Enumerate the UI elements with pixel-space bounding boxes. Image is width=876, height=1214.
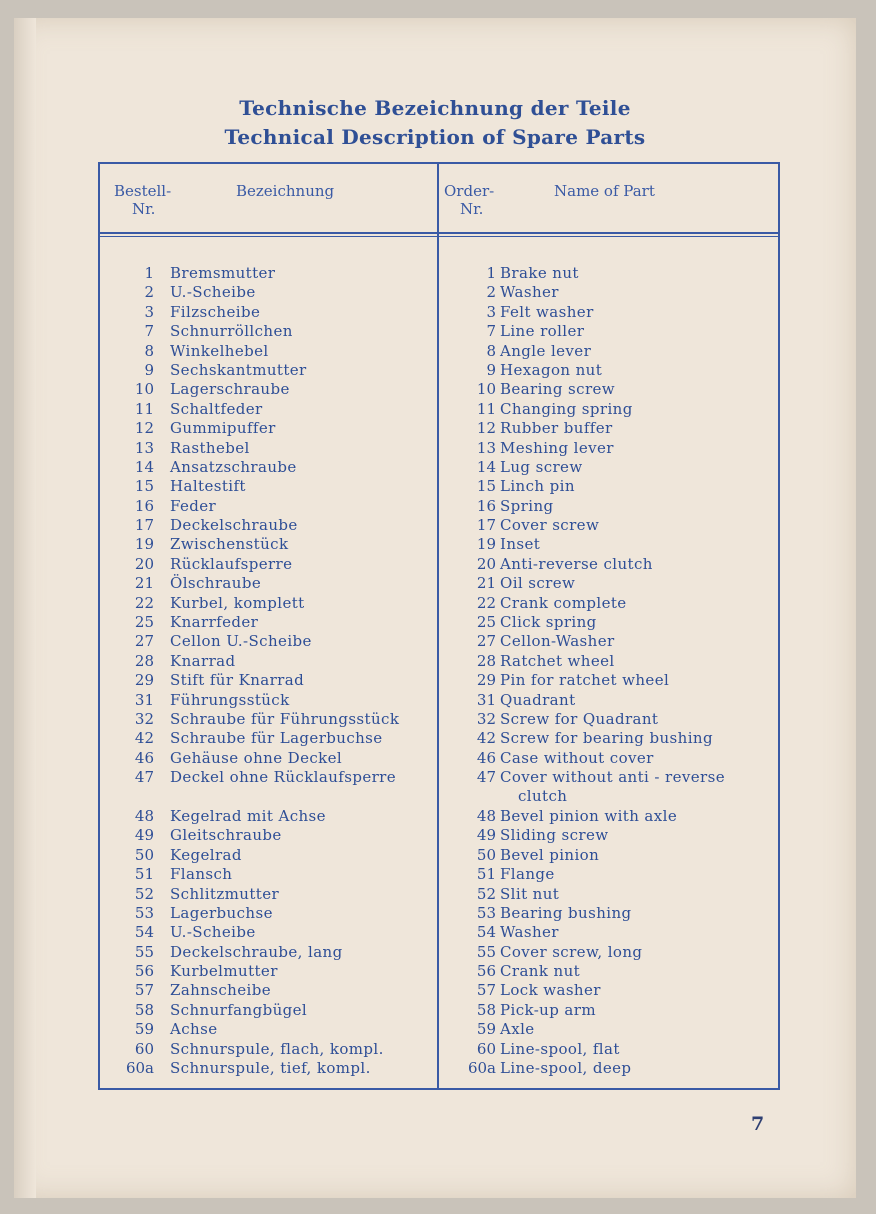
booklet-page (14, 18, 856, 1198)
part-name-english-text: Bearing bushing (500, 903, 632, 922)
table-row (100, 458, 778, 477)
part-name-english (500, 516, 599, 535)
table-row (100, 691, 778, 710)
order-number-english: 54 (476, 923, 496, 942)
order-number-english: 9 (486, 360, 496, 379)
part-name-german: Rasthebel (170, 438, 250, 457)
order-number-english: 25 (476, 613, 496, 632)
table-row (100, 1059, 778, 1078)
part-name-german: Winkelhebel (170, 341, 269, 360)
header-order-no-german (114, 182, 171, 218)
part-name-english-text: Cover screw, long (500, 942, 643, 961)
header-divider (100, 232, 778, 237)
table-row (100, 555, 778, 574)
part-name-english (500, 807, 677, 826)
table-row (100, 361, 778, 380)
table-row (100, 749, 778, 768)
part-name-english (500, 594, 627, 613)
order-number-english: 53 (476, 903, 496, 922)
part-name-english-continued: clutch (518, 787, 568, 806)
part-name-english (500, 710, 658, 729)
order-number-german: 59 (134, 1020, 154, 1039)
part-name-german: Schnurröllchen (170, 322, 293, 341)
parts-rows (100, 264, 778, 1078)
order-number-german: 54 (134, 923, 154, 942)
part-name-english-text: Bevel pinion (500, 845, 600, 864)
part-name-english (500, 691, 576, 710)
order-number-english: 59 (476, 1020, 496, 1039)
part-name-german: Knarrad (170, 651, 236, 670)
order-number-english: 1 (486, 264, 496, 282)
part-name-english-text: Felt washer (500, 302, 594, 321)
part-name-english (500, 400, 633, 419)
part-name-german: Kurbel, komplett (170, 593, 305, 612)
part-name-english-text: Changing spring (500, 399, 633, 418)
page-number: 7 (751, 1113, 765, 1135)
table-row (100, 264, 778, 283)
part-name-english (500, 477, 575, 496)
order-number-german: 58 (134, 1000, 154, 1019)
part-name-german: Flansch (170, 865, 233, 884)
table-row (100, 632, 778, 651)
order-number-english: 51 (476, 865, 496, 884)
order-number-german: 22 (134, 593, 154, 612)
part-name-german: Führungsstück (170, 690, 290, 709)
part-name-german: Sechskantmutter (170, 360, 307, 379)
header-name-german: Bezeichnung (236, 182, 335, 200)
part-name-english-text: Brake nut (500, 264, 579, 282)
order-number-german: 20 (134, 554, 154, 573)
order-number-english: 47 (476, 768, 496, 787)
part-name-english-text: Flange (500, 865, 555, 884)
part-name-english-text: Washer (500, 923, 559, 942)
header-name-english: Name of Part (554, 182, 655, 200)
table-row (100, 419, 778, 438)
part-name-english-text: Oil screw (500, 574, 576, 593)
table-row (100, 380, 778, 399)
order-number-english: 49 (476, 826, 496, 845)
part-name-german: Rücklaufsperre (170, 554, 293, 573)
part-name-english-text: Cover without anti - reverse (500, 768, 725, 787)
table-row (100, 923, 778, 942)
order-number-german: 31 (134, 690, 154, 709)
part-name-english-text: Sliding screw (500, 826, 609, 845)
table-row (100, 962, 778, 981)
order-number-english: 29 (476, 671, 496, 690)
order-number-german: 25 (134, 613, 154, 632)
order-number-german: 49 (134, 826, 154, 845)
table-row (100, 846, 778, 865)
order-number-english: 2 (486, 283, 496, 302)
part-name-english-text: Washer (500, 283, 559, 302)
order-number-german: 1 (144, 264, 154, 282)
order-number-english: 55 (476, 942, 496, 961)
part-name-english (500, 768, 725, 806)
part-name-german: Cellon U.-Scheibe (170, 632, 312, 651)
order-number-german: 29 (134, 671, 154, 690)
table-row (100, 885, 778, 904)
part-name-english (500, 671, 669, 690)
order-number-german: 57 (134, 981, 154, 1000)
part-name-german: Kegelrad (170, 845, 242, 864)
title-german: Technische Bezeichnung der Teile (239, 96, 631, 120)
order-number-german: 21 (134, 574, 154, 593)
order-number-english: 12 (476, 419, 496, 438)
part-name-german: U.-Scheibe (170, 923, 256, 942)
header-order-no-english (444, 182, 494, 218)
order-number-english: 14 (476, 457, 496, 476)
order-number-english: 8 (486, 341, 496, 360)
order-number-german: 60 (134, 1039, 154, 1058)
order-number-german: 53 (134, 903, 154, 922)
order-number-german: 48 (134, 806, 154, 825)
order-number-english: 11 (476, 399, 496, 418)
part-name-english-text: Angle lever (500, 341, 592, 360)
part-name-german: Achse (170, 1020, 218, 1039)
part-name-german: Kurbelmutter (170, 962, 278, 981)
order-number-english: 15 (476, 477, 496, 496)
order-number-english: 32 (476, 709, 496, 728)
part-name-english-text: Quadrant (500, 690, 576, 709)
part-name-english (500, 303, 594, 322)
order-number-german: 17 (134, 516, 154, 535)
part-name-english-text: Rubber buffer (500, 419, 613, 438)
part-name-german: Schnurfangbügel (170, 1000, 308, 1019)
order-number-english: 52 (476, 884, 496, 903)
order-number-german: 50 (134, 845, 154, 864)
part-name-english (500, 981, 601, 1000)
order-number-german: 8 (144, 341, 154, 360)
order-number-german: 11 (134, 399, 154, 418)
part-name-english (500, 652, 615, 671)
part-name-german: Haltestift (170, 477, 246, 496)
table-row (100, 516, 778, 535)
part-name-german: Gleitschraube (170, 826, 282, 845)
table-row (100, 729, 778, 748)
part-name-english (500, 1040, 620, 1059)
part-name-english (500, 865, 555, 884)
order-number-english: 28 (476, 651, 496, 670)
part-name-english (500, 1020, 535, 1039)
part-name-english-text: Cellon-Washer (500, 632, 615, 651)
table-row (100, 768, 778, 807)
order-number-english: 56 (476, 962, 496, 981)
order-number-german: 15 (134, 477, 154, 496)
part-name-english (500, 904, 632, 923)
part-name-english (500, 1059, 631, 1078)
part-name-german: Schnurspule, tief, kompl. (170, 1059, 371, 1078)
order-number-german: 52 (134, 884, 154, 903)
order-number-english: 3 (486, 302, 496, 321)
table-row (100, 710, 778, 729)
table-row (100, 303, 778, 322)
part-name-english (500, 283, 559, 302)
order-number-english: 31 (476, 690, 496, 709)
part-name-german: Bremsmutter (170, 264, 276, 282)
part-name-german: Schaltfeder (170, 399, 263, 418)
part-name-english-text: Meshing lever (500, 438, 614, 457)
order-number-german: 10 (134, 380, 154, 399)
order-number-english: 60 (476, 1039, 496, 1058)
part-name-english-text: Hexagon nut (500, 360, 603, 379)
table-row (100, 439, 778, 458)
part-name-english (500, 458, 583, 477)
order-number-english: 19 (476, 535, 496, 554)
part-name-english (500, 885, 559, 904)
order-number-german: 46 (134, 748, 154, 767)
part-name-german: Knarrfeder (170, 613, 259, 632)
parts-table (98, 162, 780, 1090)
page-fold (14, 18, 36, 1198)
table-row (100, 322, 778, 341)
order-number-german: 19 (134, 535, 154, 554)
order-number-german: 60a (125, 1059, 154, 1078)
part-name-german: U.-Scheibe (170, 283, 256, 302)
order-number-english: 42 (476, 729, 496, 748)
order-number-german: 55 (134, 942, 154, 961)
order-number-german: 13 (134, 438, 154, 457)
order-number-german: 12 (134, 419, 154, 438)
order-number-english: 22 (476, 593, 496, 612)
part-name-english-text: Screw for bearing bushing (500, 729, 713, 748)
part-name-english-text: Screw for Quadrant (500, 709, 659, 728)
table-row (100, 400, 778, 419)
part-name-german: Ölschraube (170, 574, 262, 593)
order-number-english: 57 (476, 981, 496, 1000)
header-en-no-line2: Nr. (460, 200, 484, 218)
order-number-german: 42 (134, 729, 154, 748)
table-row (100, 477, 778, 496)
table-row (100, 613, 778, 632)
part-name-german: Gehäuse ohne Deckel (170, 748, 343, 767)
part-name-german: Deckelschraube, lang (170, 942, 343, 961)
order-number-english: 20 (476, 554, 496, 573)
part-name-english (500, 846, 599, 865)
part-name-english (500, 535, 540, 554)
part-name-english-text: Bearing screw (500, 380, 616, 399)
order-number-english: 58 (476, 1000, 496, 1019)
part-name-english-text: Ratchet wheel (500, 651, 615, 670)
part-name-english-text: Line roller (500, 322, 585, 341)
order-number-english: 21 (476, 574, 496, 593)
part-name-english (500, 419, 613, 438)
table-row (100, 283, 778, 302)
order-number-german: 7 (144, 322, 154, 341)
part-name-english-text: Line-spool, flat (500, 1039, 620, 1058)
order-number-english: 16 (476, 496, 496, 515)
part-name-german: Kegelrad mit Achse (170, 806, 326, 825)
order-number-english: 27 (476, 632, 496, 651)
table-row (100, 574, 778, 593)
table-row (100, 826, 778, 845)
table-row (100, 981, 778, 1000)
part-name-german: Gummipuffer (170, 419, 276, 438)
part-name-german: Zahnscheibe (170, 981, 271, 1000)
table-row (100, 1040, 778, 1059)
part-name-english-text: Inset (500, 535, 541, 554)
part-name-english (500, 264, 579, 283)
part-name-german: Zwischenstück (170, 535, 289, 554)
table-row (100, 1020, 778, 1039)
order-number-german: 56 (134, 962, 154, 981)
part-name-english (500, 1001, 596, 1020)
order-number-english: 7 (486, 322, 496, 341)
order-number-german: 2 (144, 283, 154, 302)
order-number-german: 27 (134, 632, 154, 651)
part-name-german: Stift für Knarrad (170, 671, 305, 690)
order-number-english: 10 (476, 380, 496, 399)
part-name-english-text: Crank nut (500, 962, 581, 981)
part-name-english (500, 322, 584, 341)
part-name-english-text: Crank complete (500, 593, 627, 612)
table-row (100, 865, 778, 884)
part-name-english (500, 380, 615, 399)
part-name-english (500, 632, 615, 651)
part-name-german: Schraube für Lagerbuchse (170, 729, 383, 748)
table-row (100, 497, 778, 516)
part-name-german: Ansatzschraube (170, 457, 297, 476)
table-row (100, 904, 778, 923)
order-number-english: 50 (476, 845, 496, 864)
order-number-german: 9 (144, 360, 154, 379)
part-name-english (500, 361, 602, 380)
order-number-german: 47 (134, 768, 154, 787)
order-number-english: 17 (476, 516, 496, 535)
part-name-german: Deckel ohne Rücklaufsperre (170, 768, 397, 787)
part-name-english (500, 342, 591, 361)
part-name-english-text: Lock washer (500, 981, 601, 1000)
part-name-english-text: Bevel pinion with axle (500, 806, 678, 825)
title-english: Technical Description of Spare Parts (224, 125, 646, 149)
order-number-english: 48 (476, 806, 496, 825)
part-name-english (500, 439, 614, 458)
part-name-english-text: Cover screw (500, 516, 600, 535)
header-de-no-line1: Bestell- (114, 182, 172, 200)
table-row (100, 342, 778, 361)
table-row (100, 535, 778, 554)
header-en-no-line1: Order- (444, 182, 495, 200)
order-number-german: 32 (134, 709, 154, 728)
part-name-english (500, 613, 597, 632)
order-number-german: 14 (134, 457, 154, 476)
order-number-german: 3 (144, 302, 154, 321)
part-name-english-text: Anti-reverse clutch (500, 554, 653, 573)
order-number-german: 16 (134, 496, 154, 515)
table-row (100, 1001, 778, 1020)
table-row (100, 652, 778, 671)
part-name-english (500, 729, 713, 748)
table-row (100, 807, 778, 826)
part-name-english-text: Axle (500, 1020, 535, 1039)
part-name-english-text: Lug screw (500, 457, 583, 476)
part-name-english-text: Linch pin (500, 477, 575, 496)
part-name-english-text: Line-spool, deep (500, 1059, 632, 1078)
part-name-english (500, 923, 559, 942)
order-number-german: 28 (134, 651, 154, 670)
part-name-english (500, 749, 654, 768)
part-name-german: Lagerbuchse (170, 903, 273, 922)
part-name-english-text: Pin for ratchet wheel (500, 671, 670, 690)
part-name-german: Deckelschraube (170, 516, 298, 535)
order-number-english: 60a (467, 1059, 496, 1078)
part-name-german: Filzscheibe (170, 302, 261, 321)
part-name-english (500, 574, 575, 593)
header-de-no-line2: Nr. (132, 200, 156, 218)
part-name-german: Schnurspule, flach, kompl. (170, 1039, 384, 1058)
order-number-english: 46 (476, 748, 496, 767)
part-name-english (500, 962, 580, 981)
part-name-german: Feder (170, 496, 217, 515)
table-row (100, 594, 778, 613)
table-row (100, 943, 778, 962)
part-name-english (500, 497, 554, 516)
table-row (100, 671, 778, 690)
part-name-english (500, 555, 653, 574)
part-name-german: Lagerschraube (170, 380, 290, 399)
part-name-german: Schlitzmutter (170, 884, 280, 903)
part-name-english (500, 943, 642, 962)
order-number-german: 51 (134, 865, 154, 884)
part-name-english-text: Slit nut (500, 884, 560, 903)
order-number-english: 13 (476, 438, 496, 457)
part-name-english-text: Case without cover (500, 748, 654, 767)
part-name-english-text: Click spring (500, 613, 597, 632)
part-name-german: Schraube für Führungsstück (170, 709, 400, 728)
part-name-english-text: Spring (500, 496, 554, 515)
part-name-english-text: Pick-up arm (500, 1000, 596, 1019)
part-name-english (500, 826, 609, 845)
